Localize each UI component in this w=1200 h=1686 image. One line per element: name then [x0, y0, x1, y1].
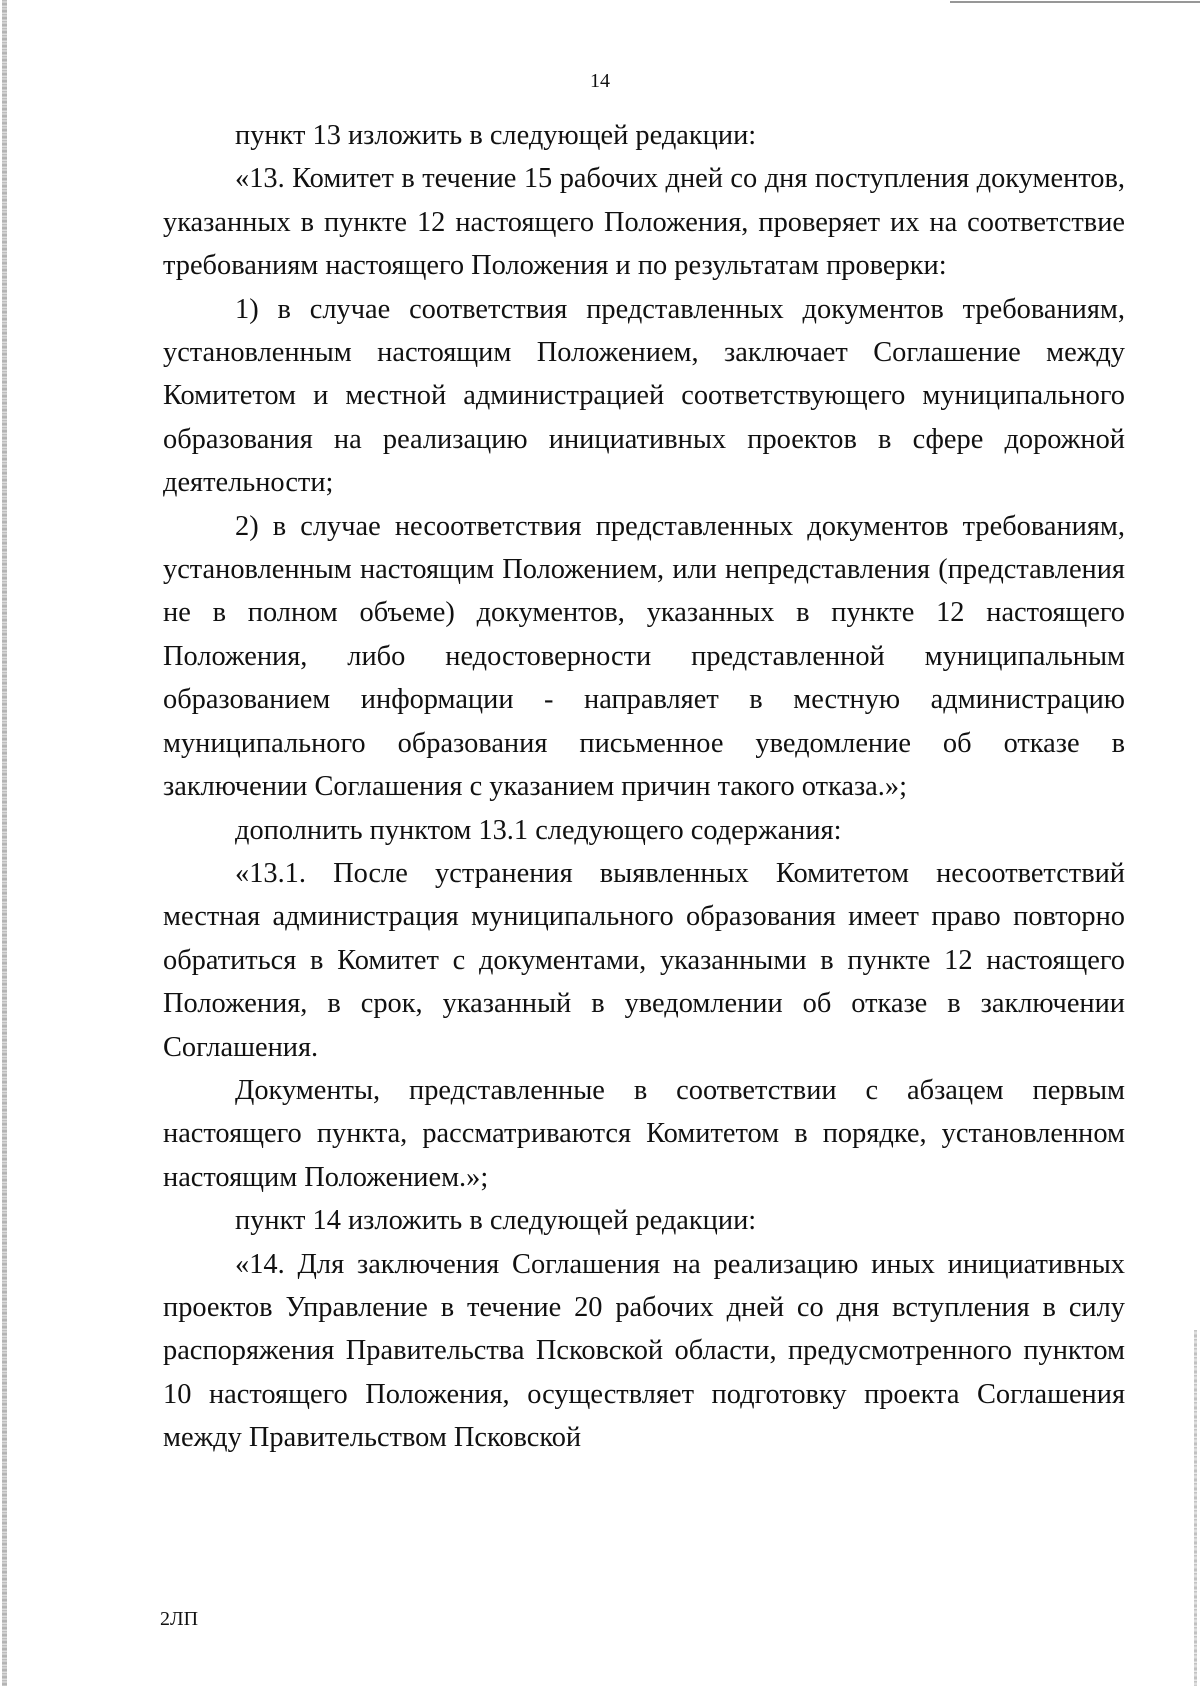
- paragraph-item-13-intro: пункт 13 изложить в следующей редакции:: [235, 120, 757, 151]
- paragraph-item-13-1-intro: дополнить пунктом 13.1 следующего содержания:: [235, 814, 842, 846]
- page-number: 14: [590, 70, 610, 92]
- paragraph-subitem-1: 1) в случае соответствия представленных документов требованиям, установленным настоящим Положением, заключает Соглашение между Комитетом и местной администрацией соответствующего муниципального образования на реализацию инициативных проектов в сфере дорожной деятельности;: [163, 293, 1125, 499]
- scan-edge-left: [2, 0, 7, 1686]
- document-body: [163, 114, 1125, 1460]
- paragraph-item-13-1-second: Документы, представленные в соответствии с абзацем первым настоящего пункта, рассматриваются Комитетом в порядке, установленном настоящим Положением.»;: [163, 1074, 1125, 1193]
- scan-edge-right: [1194, 1330, 1197, 1686]
- paragraph-item-13-1: «13.1. После устранения выявленных Комитетом несоответствий местная администрация муниципального образования имеет право повторно обратиться в Комитет с документами, указанными в пункте 12 настоящего Положения, в срок, указанный в уведомлении об отказе в заключении Соглашения.: [163, 857, 1125, 1063]
- scan-edge-top: [950, 1, 1200, 3]
- paragraph-item-14-intro: пункт 14 изложить в следующей редакции:: [235, 1205, 757, 1237]
- paragraph-item-13: «13. Комитет в течение 15 рабочих дней со дня поступления документов, указанных в пункте 12 настоящего Положения, проверяет их на соответствие требованиям настоящего Положения и по результатам проверки:: [163, 163, 1125, 282]
- paragraph-item-14: «14. Для заключения Соглашения на реализацию иных инициативных проектов Управление в течение 20 рабочих дней со дня вступления в силу распоряжения Правительства Псковской области, предусмотренного пунктом 10 настоящего Положения, осуществляет подготовку проекта Соглашения между Правительством Псковской: [163, 1248, 1125, 1454]
- paragraph-subitem-2: 2) в случае несоответствия представленных документов требованиям, установленным настоящим Положением, или непредставления (представления не в полном объеме) документов, указанных в пункте 12 настоящего Положения, либо недостоверности представленной муниципальным образованием информации - направляет в местную администрацию муниципального образования письменное уведомление об отказе в заключении Соглашения с указанием причин такого отказа.»;: [163, 510, 1125, 803]
- footer-mark: 2ЛП: [160, 1608, 199, 1630]
